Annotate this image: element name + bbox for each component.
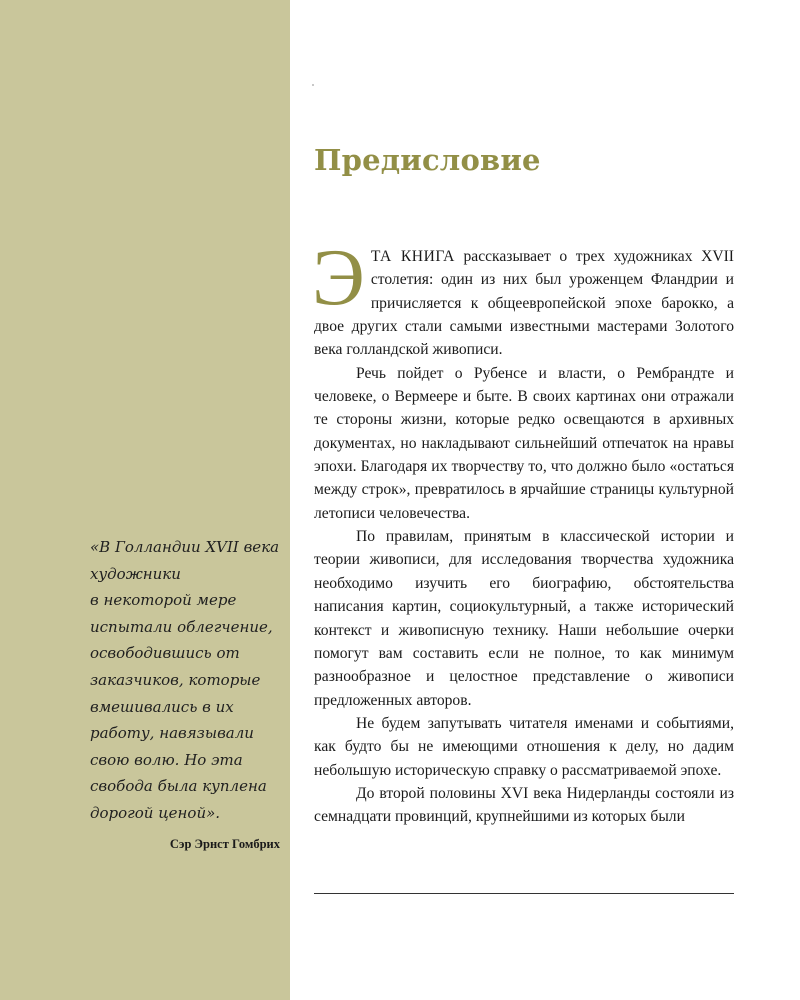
page-title: Предисловие [314, 143, 541, 177]
body-text [312, 234, 734, 829]
quote-line: дорогой ценой». [90, 803, 221, 822]
quote-line: вмешивались в их [90, 697, 234, 716]
quote-line: «В Голландии XVII века [90, 538, 280, 556]
quote-line: испытали облегчение, [90, 617, 273, 636]
paragraph: По правилам, принятым в классической истории и теории живописи, для исследования творчества художника необходимо изучить его биографию, обстоятельства написания картин, социокультурный, а также исторический контекст и живописную технику. Наши небольшие очерки помогут вам составить если не полное, то как минимум разнообразное и целостное представление о живописи предложенных авторов. [314, 528, 734, 709]
quote-line: работу, навязывали [90, 724, 254, 743]
lead-in-words: ТА КНИГА [370, 248, 455, 265]
paragraph: Речь пойдет о Рубенсе и власти, о Рембрандте и человеке, о Вермеере и быте. В своих картинах они отражали те стороны жизни, которые редко освещаются в архивных документах, но накладывают сильнейший отпечаток на нравы эпохи. Благодаря их творчеству то, что должно было «остаться между строк», превратилось в ярчайшие страницы культурной летописи человечества. [314, 364, 734, 522]
paragraph [312, 234, 734, 362]
quote-line: в некоторой мере [90, 591, 237, 610]
quote-line: художники [90, 564, 181, 583]
epigraph-quote [90, 534, 286, 827]
quote-line: освободившись от [90, 644, 240, 663]
epigraph-author: Сэр Эрнст Гомбрих [169, 837, 280, 851]
footnote-rule [314, 893, 734, 894]
quote-line: свобода была куплена [90, 777, 267, 796]
paragraph: До второй половины XVI века Нидерланды состояли из семнадцати провинций, крупнейшими из которых были [314, 784, 734, 826]
paragraph-text: рассказывает о трех художниках XVII столетия: один из них был уроженцем Фландрии и причисляется к общеевропейской эпохе барокко, а двое других стали самыми известными мастерами Золотого века голландской живописи. [314, 248, 734, 359]
drop-cap: Э [312, 234, 365, 322]
quote-line: заказчиков, которые [90, 670, 261, 689]
quote-line: свою волю. Но эта [90, 750, 243, 769]
page-mark [312, 84, 314, 86]
paragraph: Не будем запутывать читателя именами и событиями, как будто бы не имеющими отношения к делу, но дадим небольшую историческую справку о рассматриваемой эпохе. [314, 714, 734, 779]
